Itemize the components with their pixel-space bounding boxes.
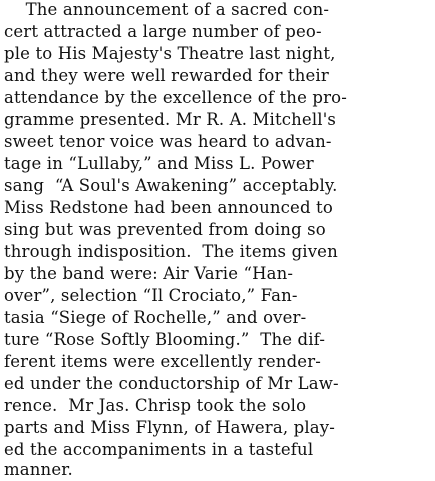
article-line: gramme presented. Mr R. A. Mitchell's — [4, 110, 336, 129]
article-line: over”, selection “Il Crociato,” Fan- — [4, 286, 298, 305]
article-line: by the band were: Air Varie “Han- — [4, 264, 294, 283]
article-line: sang “A Soul's Awakening” acceptably. — [4, 176, 338, 195]
article-line: manner. — [4, 460, 73, 479]
article-line: ture “Rose Softly Blooming.” The dif- — [4, 330, 326, 349]
article-line: cert attracted a large number of peo- — [4, 22, 322, 41]
article-line: through indisposition. The items given — [4, 242, 338, 261]
article-line: attendance by the excellence of the pro- — [4, 88, 347, 107]
article-line: tage in “Lullaby,” and Miss L. Power — [4, 154, 314, 173]
article-line: Miss Redstone had been announced to — [4, 198, 333, 217]
article-line: ed under the conductorship of Mr Law- — [4, 374, 339, 393]
article-line: ple to His Majesty's Theatre last night, — [4, 44, 336, 63]
article-line: sweet tenor voice was heard to advan- — [4, 132, 332, 151]
article-line: tasia “Siege of Rochelle,” and over- — [4, 308, 307, 327]
article-line: rence. Mr Jas. Chrisp took the solo — [4, 396, 307, 415]
article-line: parts and Miss Flynn, of Hawera, play- — [4, 418, 335, 437]
article-line: ferent items were excellently render- — [4, 352, 321, 371]
article-line: sing but was prevented from doing so — [4, 220, 326, 239]
article-line: The announcement of a sacred con- — [4, 0, 330, 19]
article-line: and they were well rewarded for their — [4, 66, 329, 85]
article-line: ed the accompaniments in a tasteful — [4, 440, 314, 459]
